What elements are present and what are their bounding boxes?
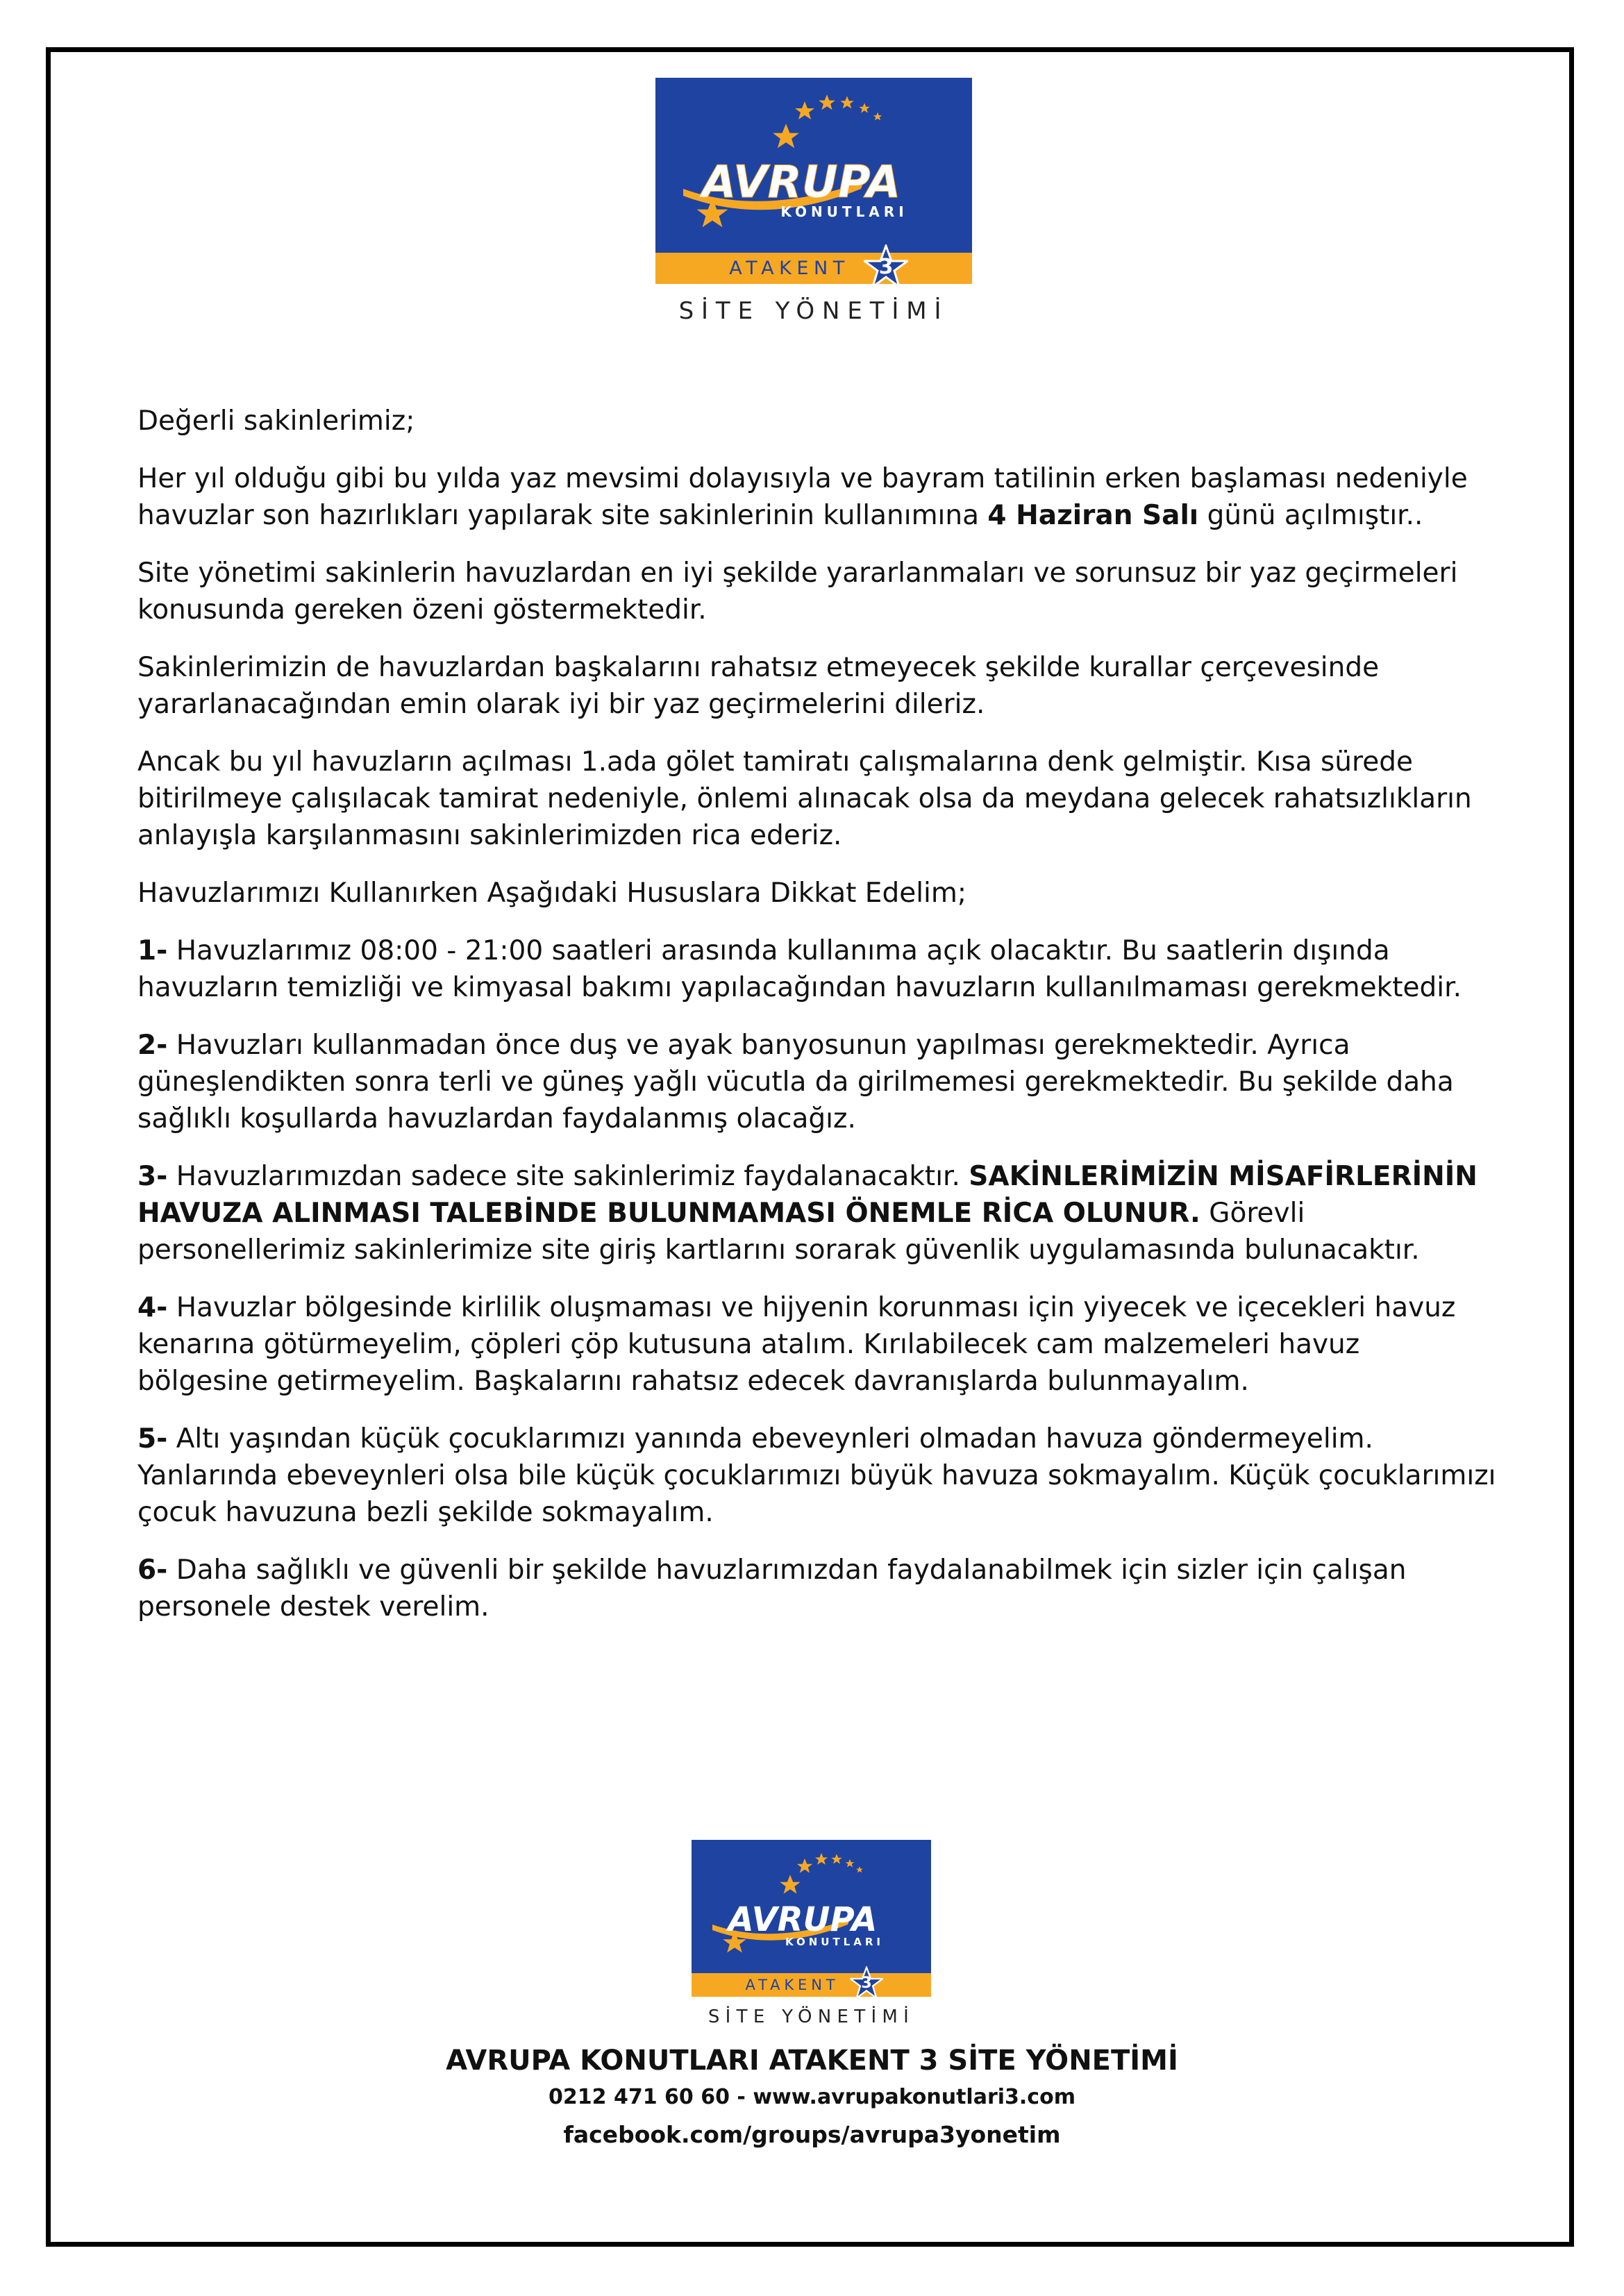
- logo-blue-box: [692, 1840, 931, 1997]
- paragraph-opening: Her yıl olduğu gibi bu yılda yaz mevsimi dolayısıyla ve bayram tatilinin erken başlaması nedeniyle havuzlar son hazırlıkları yapılarak site sakinlerinin kullanımına 4 Haziran Salı günü açılmıştır..: [137, 463, 1468, 531]
- footer-facebook: facebook.com/groups/avrupa3yonetim: [563, 2121, 1061, 2148]
- paragraph-wishes: Sakinlerimizin de havuzlardan başkalarını rahatsız etmeyecek şekilde kurallar çerçevesinde yararlanacağından emin olarak iyi bir yaz geçirmelerini dileriz.: [137, 652, 1380, 720]
- footer-org-name: AVRUPA KONUTLARI ATAKENT 3 SİTE YÖNETİMİ: [446, 2045, 1178, 2077]
- rules-heading: Havuzlarımızı Kullanırken Aşağıdaki Hususlara Dikkat Edelim;: [137, 878, 966, 909]
- footer-contact: 0212 471 60 60 - www.avrupakonutlari3.com: [549, 2085, 1075, 2109]
- rule-item: 2- Havuzları kullanmadan önce duş ve ayak banyosunun yapılması gerekmektedir. Ayrıca güneşlendikten sonra terli ve güneş yağlı vücutla da girilmemesi gerekmektedir. Bu şekilde daha sağlıklı koşullarda havuzlardan faydalanmış olacağız.: [137, 1030, 1454, 1134]
- paragraph-repair-notice: Ancak bu yıl havuzların açılması 1.ada gölet tamiratı çalışmalarına denk gelmiştir. Kısa sürede bitirilmeye çalışılacak tamirat nedeniyle, önlemi alınacak olsa da meydana gelecek rahatsızlıkların anlayışla karşılanmasını sakinlerimizden rica ederiz.: [137, 746, 1472, 851]
- logo-caption: SİTE YÖNETİMİ: [678, 297, 949, 325]
- letter-body: [137, 403, 1498, 1646]
- svg-text:KONUTLARI: KONUTLARI: [780, 203, 908, 220]
- logo-blue-box: [655, 78, 972, 284]
- logo-band: ATAKENT: [655, 253, 972, 284]
- logo-caption: SİTE YÖNETİMİ: [708, 2006, 915, 2027]
- rule-item: 1- Havuzlarımız 08:00 - 21:00 saatleri arasında kullanıma açık olacaktır. Bu saatlerin dışında havuzların temizliği ve kimyasal bakımı yapılacağından havuzların kullanılmaması gerekmektedir.: [137, 935, 1462, 1003]
- header-logo: [655, 78, 972, 328]
- logo-band: ATAKENT: [692, 1973, 931, 1997]
- logo-number-star: 3: [850, 1966, 883, 1997]
- paragraph-management: Site yönetimi sakinlerin havuzlardan en iyi şekilde yararlanmaları ve sorunsuz bir yaz geçirmeleri konusunda gereken özeni göstermektedir.: [137, 558, 1458, 626]
- logo-number-star: 3: [864, 244, 908, 284]
- rule-item: 6- Daha sağlıklı ve güvenli bir şekilde havuzlarımızdan faydalanabilmek için sizler için çalışan personele destek verelim.: [137, 1555, 1407, 1623]
- svg-text:AVRUPA: AVRUPA: [701, 157, 901, 208]
- rule-item: 4- Havuzlar bölgesinde kirlilik oluşmaması ve hijyenin korunması için yiyecek ve içecekleri havuz kenarına götürmeyelim, çöpleri çöp kutusuna atalım. Kırılabilecek cam malzemeleri havuz bölgesine getirmeyelim. Başkalarını rahatsız edecek davranışlarda bulunmayalım.: [137, 1292, 1456, 1397]
- rule-item: 3- Havuzlarımızdan sadece site sakinlerimiz faydalanacaktır. SAKİNLERİMİZİN MİSAFİRLERİNİN HAVUZA ALINMASI TALEBİNDE BULUNMAMASI ÖNEMLE RİCA OLUNUR. Görevli personellerimiz sakinlerimize site giriş kartlarını sorarak güvenlik uygulamasında bulunacaktır.: [137, 1161, 1477, 1266]
- greeting: Değerli sakinlerimiz;: [137, 405, 415, 437]
- rule-item: 5- Altı yaşından küçük çocuklarımızı yanında ebeveynleri olmadan havuza göndermeyelim. Yanlarında ebeveynleri olsa bile küçük çocuklarımızı büyük havuza sokmayalım. Küçük çocuklarımızı çocuk havuzuna bezli şekilde sokmayalım.: [137, 1423, 1496, 1528]
- svg-text:AVRUPA: AVRUPA: [728, 1900, 878, 1939]
- svg-text:KONUTLARI: KONUTLARI: [785, 1936, 884, 1948]
- footer-logo: [692, 1840, 931, 2034]
